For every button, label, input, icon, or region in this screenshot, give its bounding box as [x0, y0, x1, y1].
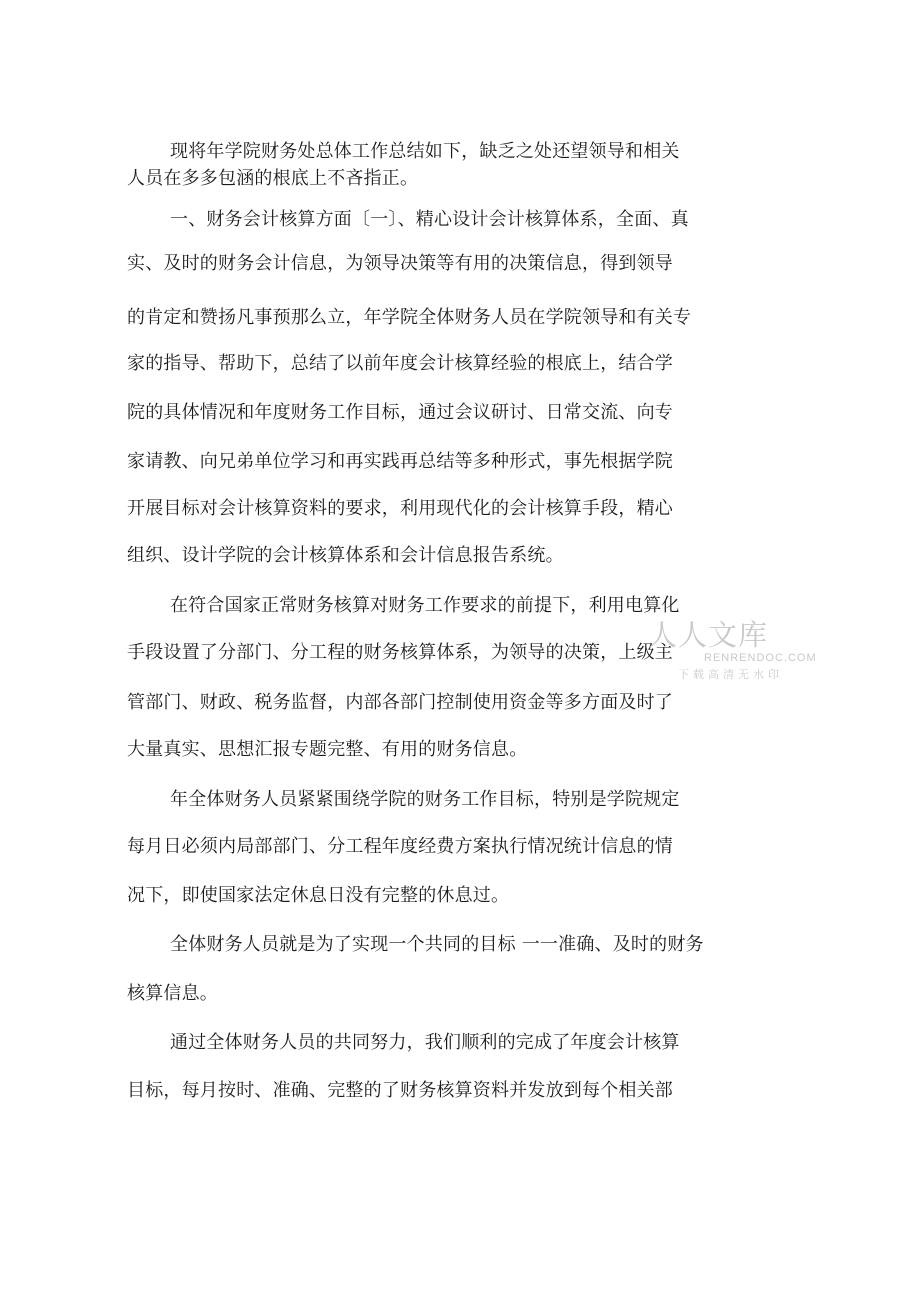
paragraph-line: 组织、设计学院的会计核算体系和会计信息报告系统。	[127, 545, 564, 566]
paragraph-line: 人员在多多包涵的根底上不吝指正。	[127, 168, 419, 189]
paragraph-line: 实、及时的财务会计信息，为领导决策等有用的决策信息，得到领导	[127, 253, 673, 274]
paragraph-line: 况下，即使国家法定休息日没有完整的休息过。	[127, 885, 510, 906]
paragraph-line: 每月日必须内局部部门、分工程年度经费方案执行情况统计信息的情	[127, 836, 673, 857]
paragraph-line: 全体财务人员就是为了实现一个共同的目标 一一准确、及时的财务	[170, 934, 704, 955]
paragraph-line: 开展目标对会计核算资料的要求，利用现代化的会计核算手段，精心	[127, 498, 673, 519]
paragraph-line: 目标，每月按时、准确、完整的了财务核算资料并发放到每个相关部	[127, 1080, 673, 1101]
watermark-title: 人人文库	[648, 618, 769, 652]
paragraph-line: 家请教、向兄弟单位学习和再实践再总结等多种形式，事先根据学院	[127, 451, 673, 472]
paragraph-line: 家的指导、帮助下，总结了以前年度会计核算经验的根底上，结合学	[127, 353, 673, 374]
watermark-url: RENRENDOC.COM	[704, 652, 817, 664]
paragraph-line: 核算信息。	[127, 983, 218, 1004]
paragraph-line: 院的具体情况和年度财务工作目标，通过会议研讨、日常交流、向专	[127, 402, 673, 423]
paragraph-line: 手段设置了分部门、分工程的财务核算体系，为领导的决策，上级主	[127, 642, 673, 663]
paragraph-line: 通过全体财务人员的共同努力，我们顺利的完成了年度会计核算	[170, 1032, 680, 1053]
paragraph-line: 年全体财务人员紧紧围绕学院的财务工作目标，特别是学院规定	[170, 789, 680, 810]
paragraph-line: 的肯定和赞扬凡事预那么立，年学院全体财务人员在学院领导和有关专	[127, 307, 692, 328]
paragraph-line: 在符合国家正常财务核算对财务工作要求的前提下，利用电算化	[170, 595, 680, 616]
paragraph-line: 管部门、财政、税务监督，内部各部门控制使用资金等多方面及时了	[127, 692, 673, 713]
paragraph-line: 现将年学院财务处总体工作总结如下，缺乏之处还望领导和相关	[170, 141, 680, 162]
paragraph-line: 大量真实、思想汇报专题完整、有用的财务信息。	[127, 739, 528, 760]
paragraph-line: 一、财务会计核算方面〔一〕、精心设计会计核算体系，全面、真	[170, 209, 689, 230]
watermark-logo	[648, 618, 817, 688]
watermark-subtitle: 下载高清无水印	[678, 668, 783, 681]
